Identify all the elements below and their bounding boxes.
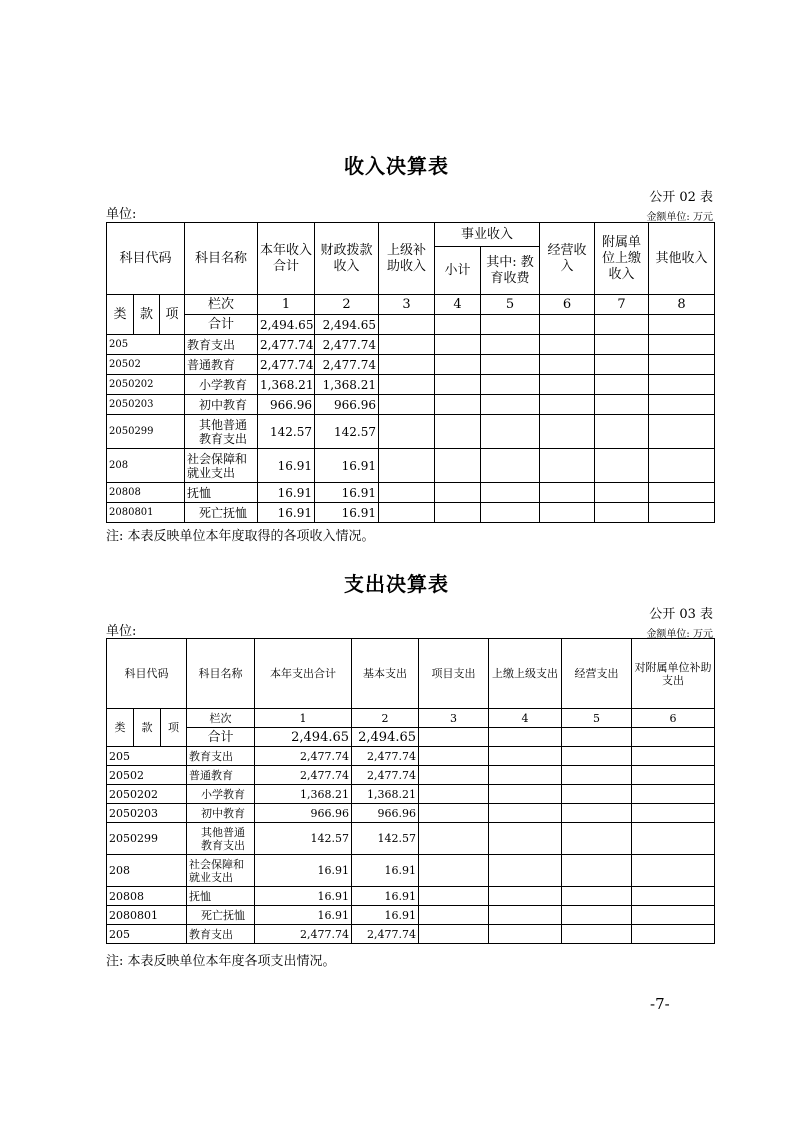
- row-code: 2050202: [107, 785, 187, 804]
- row-basic: 16.91: [352, 887, 419, 906]
- income-total-row: [107, 315, 715, 335]
- row-fiscal: 2,477.74: [315, 335, 379, 355]
- expense-header-code: 科目代码: [107, 639, 187, 709]
- row-fiscal: 16.91: [315, 503, 379, 523]
- table-row: [107, 823, 715, 855]
- row-total: 16.91: [258, 449, 315, 483]
- income-unit-label: 单位:: [106, 207, 137, 222]
- income-header-kuan: 款: [134, 295, 160, 335]
- income-header-xiang: 项: [160, 295, 185, 335]
- income-col-7: 7: [595, 295, 649, 315]
- table-row: [107, 483, 715, 503]
- income-col-3: 3: [379, 295, 435, 315]
- row-code: 20808: [107, 483, 185, 503]
- income-header-name: 科目名称: [185, 223, 258, 295]
- row-code: 208: [107, 449, 185, 483]
- row-code: 2050203: [107, 804, 187, 823]
- row-basic: 2,477.74: [352, 766, 419, 785]
- row-total: 2,477.74: [258, 355, 315, 375]
- expense-col-3: 3: [419, 709, 489, 728]
- row-code: 2050202: [107, 375, 185, 395]
- row-code: 205: [107, 925, 187, 944]
- row-name: 社会保障和就业支出: [185, 449, 258, 483]
- expense-col-2: 2: [352, 709, 419, 728]
- row-code: 2050299: [107, 823, 187, 855]
- expense-total-amount: 2,494.65: [255, 728, 352, 747]
- income-col-5: 5: [481, 295, 540, 315]
- row-total: 142.57: [258, 415, 315, 449]
- row-basic: 1,368.21: [352, 785, 419, 804]
- table-row: [107, 503, 715, 523]
- expense-form-number: 公开 03 表: [649, 607, 713, 622]
- expense-amount-unit: 金额单位: 万元: [646, 629, 713, 640]
- income-amount-unit: 金额单位: 万元: [646, 212, 713, 223]
- row-fiscal: 2,477.74: [315, 355, 379, 375]
- row-basic: 2,477.74: [352, 925, 419, 944]
- income-table: [106, 222, 715, 523]
- expense-total-basic: 2,494.65: [352, 728, 419, 747]
- table-row: [107, 906, 715, 925]
- row-total: 2,477.74: [255, 747, 352, 766]
- income-header-edu-fee: 其中: 教育收费: [481, 247, 540, 295]
- income-header-business: 事业收入: [435, 223, 540, 247]
- expense-header-lei: 类: [107, 709, 134, 747]
- expense-col-5: 5: [562, 709, 632, 728]
- row-code: 205: [107, 335, 185, 355]
- income-form-number: 公开 02 表: [649, 190, 713, 205]
- row-fiscal: 1,368.21: [315, 375, 379, 395]
- row-name: 死亡抚恤: [187, 906, 255, 925]
- row-total: 966.96: [258, 395, 315, 415]
- row-name: 教育支出: [187, 925, 255, 944]
- expense-header-total: 本年支出合计: [255, 639, 352, 709]
- table-row: [107, 766, 715, 785]
- row-name: 社会保障和就业支出: [187, 855, 255, 887]
- income-note: 注: 本表反映单位本年度取得的各项收入情况。: [106, 529, 375, 544]
- income-total-amount: 2,494.65: [258, 315, 315, 335]
- row-name: 其他普通教育支出: [187, 823, 255, 855]
- expense-header-name: 科目名称: [187, 639, 255, 709]
- expense-col-6: 6: [632, 709, 715, 728]
- table-row: [107, 855, 715, 887]
- row-name: 小学教育: [187, 785, 255, 804]
- expense-header-xiang: 项: [161, 709, 187, 747]
- row-code: 20502: [107, 766, 187, 785]
- row-code: 208: [107, 855, 187, 887]
- row-total: 2,477.74: [255, 925, 352, 944]
- row-basic: 142.57: [352, 823, 419, 855]
- expense-total-row: [107, 728, 715, 747]
- income-header-lei: 类: [107, 295, 134, 335]
- row-fiscal: 142.57: [315, 415, 379, 449]
- expense-header-superior: 上缴上级支出: [489, 639, 562, 709]
- expense-header-col-label: 栏次: [187, 709, 255, 728]
- income-header-code: 科目代码: [107, 223, 185, 295]
- row-name: 小学教育: [185, 375, 258, 395]
- table-row: [107, 887, 715, 906]
- row-code: 2080801: [107, 906, 187, 925]
- row-basic: 966.96: [352, 804, 419, 823]
- income-col-4: 4: [435, 295, 481, 315]
- row-name: 教育支出: [187, 747, 255, 766]
- row-total: 16.91: [258, 483, 315, 503]
- expense-col-1: 1: [255, 709, 352, 728]
- income-header-superior: 上级补助收入: [379, 223, 435, 295]
- expense-unit-label: 单位:: [106, 624, 137, 639]
- income-header-operating: 经营收入: [540, 223, 595, 295]
- row-name: 其他普通教育支出: [185, 415, 258, 449]
- row-name: 普通教育: [185, 355, 258, 375]
- row-basic: 2,477.74: [352, 747, 419, 766]
- income-header-fiscal: 财政拨款收入: [315, 223, 379, 295]
- table-row: [107, 355, 715, 375]
- expense-header-kuan: 款: [134, 709, 161, 747]
- row-fiscal: 966.96: [315, 395, 379, 415]
- income-col-1: 1: [258, 295, 315, 315]
- page-number: -7-: [650, 995, 670, 1013]
- table-row: [107, 415, 715, 449]
- row-code: 2080801: [107, 503, 185, 523]
- row-name: 抚恤: [185, 483, 258, 503]
- income-header-total: 本年收入合计: [258, 223, 315, 295]
- row-total: 1,368.21: [258, 375, 315, 395]
- expense-note: 注: 本表反映单位本年度各项支出情况。: [106, 954, 336, 969]
- income-title: 收入决算表: [344, 154, 449, 178]
- row-total: 16.91: [255, 887, 352, 906]
- row-total: 2,477.74: [255, 766, 352, 785]
- row-total: 142.57: [255, 823, 352, 855]
- income-col-8: 8: [649, 295, 715, 315]
- expense-header-affiliate: 对附属单位补助支出: [632, 639, 715, 709]
- row-total: 966.96: [255, 804, 352, 823]
- row-fiscal: 16.91: [315, 449, 379, 483]
- table-row: [107, 449, 715, 483]
- row-code: 20808: [107, 887, 187, 906]
- income-header-other: 其他收入: [649, 223, 715, 295]
- row-name: 教育支出: [185, 335, 258, 355]
- income-header-col-label: 栏次: [185, 295, 258, 315]
- row-name: 死亡抚恤: [185, 503, 258, 523]
- row-code: 205: [107, 747, 187, 766]
- row-basic: 16.91: [352, 906, 419, 925]
- table-row: [107, 335, 715, 355]
- table-row: [107, 747, 715, 766]
- income-col-2: 2: [315, 295, 379, 315]
- table-row: [107, 925, 715, 944]
- expense-total-label: 合计: [187, 728, 255, 747]
- row-name: 抚恤: [187, 887, 255, 906]
- row-code: 2050203: [107, 395, 185, 415]
- expense-col-4: 4: [489, 709, 562, 728]
- row-code: 2050299: [107, 415, 185, 449]
- row-total: 1,368.21: [255, 785, 352, 804]
- table-row: [107, 804, 715, 823]
- income-header-subtotal: 小计: [435, 247, 481, 295]
- expense-table: [106, 638, 715, 944]
- expense-header-operating: 经营支出: [562, 639, 632, 709]
- row-total: 16.91: [255, 855, 352, 887]
- income-total-fiscal: 2,494.65: [315, 315, 379, 335]
- expense-header-basic: 基本支出: [352, 639, 419, 709]
- expense-title: 支出决算表: [344, 572, 449, 596]
- income-col-6: 6: [540, 295, 595, 315]
- income-header-affiliate: 附属单位上缴收入: [595, 223, 649, 295]
- income-total-label: 合计: [185, 315, 258, 335]
- row-total: 16.91: [255, 906, 352, 925]
- row-code: 20502: [107, 355, 185, 375]
- row-name: 普通教育: [187, 766, 255, 785]
- row-name: 初中教育: [185, 395, 258, 415]
- row-name: 初中教育: [187, 804, 255, 823]
- row-fiscal: 16.91: [315, 483, 379, 503]
- row-total: 16.91: [258, 503, 315, 523]
- row-total: 2,477.74: [258, 335, 315, 355]
- table-row: [107, 395, 715, 415]
- table-row: [107, 785, 715, 804]
- expense-header-project: 项目支出: [419, 639, 489, 709]
- row-basic: 16.91: [352, 855, 419, 887]
- table-row: [107, 375, 715, 395]
